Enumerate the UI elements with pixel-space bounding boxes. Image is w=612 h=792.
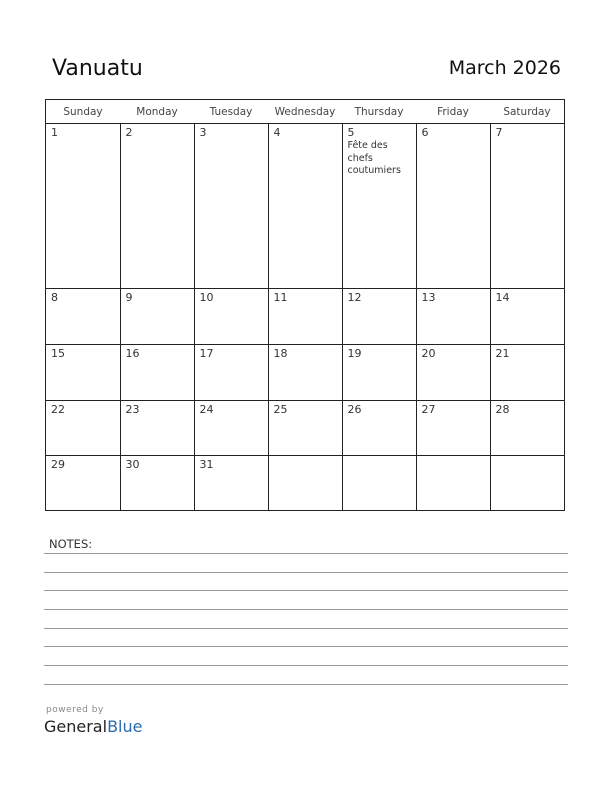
day-cell: [416, 400, 490, 456]
week-row: [46, 345, 564, 401]
day-number: 25: [273, 402, 288, 416]
day-cell: [342, 456, 416, 510]
calendar-grid: [45, 99, 565, 511]
day-cell: [490, 289, 564, 345]
day-number: 15: [51, 347, 65, 361]
day-number: 24: [199, 402, 214, 416]
day-number: 3: [199, 126, 207, 139]
brand-general: General: [44, 717, 108, 736]
week-row: [46, 400, 564, 456]
week-row: [46, 456, 564, 510]
day-number: 12: [347, 291, 362, 305]
day-cell: [342, 345, 416, 401]
weekday-header: Saturday: [490, 100, 564, 124]
day-cell: [194, 289, 268, 345]
day-cell: [194, 456, 268, 510]
day-number: 27: [421, 402, 436, 416]
day-cell: [416, 345, 490, 401]
day-number: 5: [347, 126, 355, 139]
day-number: 14: [495, 291, 510, 305]
day-number: 30: [125, 458, 140, 472]
notes-label: NOTES:: [49, 537, 93, 551]
day-number: 16: [125, 347, 140, 361]
day-cell: [46, 456, 120, 510]
day-cell: [120, 400, 194, 456]
week-row: [46, 124, 564, 289]
day-cell: [416, 124, 490, 289]
day-cell: [46, 400, 120, 456]
country-title: Vanuatu: [52, 56, 143, 81]
day-cell: [490, 400, 564, 456]
day-number: 11: [273, 291, 288, 305]
day-cell: [416, 456, 490, 510]
day-number: 8: [51, 291, 58, 305]
brand-blue: Blue: [107, 717, 143, 736]
notes-line: [44, 609, 568, 610]
day-cell: [416, 289, 490, 345]
day-number: 20: [421, 347, 436, 361]
day-number: 2: [125, 126, 133, 139]
weekday-header-row: [46, 100, 564, 124]
notes-line: [44, 553, 568, 554]
month-year-title: March 2026: [448, 57, 561, 79]
day-cell: [490, 345, 564, 401]
day-number: 23: [125, 402, 140, 416]
day-cell: [342, 289, 416, 345]
day-cell: [120, 289, 194, 345]
day-number: 17: [199, 347, 214, 361]
day-cell: [342, 400, 416, 456]
day-number: 28: [495, 402, 510, 416]
powered-by-text: powered by: [46, 705, 104, 715]
day-number: 4: [273, 126, 281, 139]
notes-line: [44, 646, 568, 647]
day-number: 26: [347, 402, 362, 416]
notes-line: [44, 684, 568, 685]
weekday-header: Tuesday: [194, 100, 268, 124]
day-cell: [46, 345, 120, 401]
holiday-event: Fête des chefs coutumiers: [347, 140, 401, 176]
day-cell: [194, 345, 268, 401]
day-cell: [268, 289, 342, 345]
day-number: 9: [125, 291, 133, 305]
day-number: 21: [495, 347, 510, 361]
day-cell: [268, 400, 342, 456]
day-number: 31: [199, 458, 214, 472]
day-cell: [268, 456, 342, 510]
day-number: 13: [421, 291, 436, 305]
day-cell: [46, 289, 120, 345]
day-cell: [120, 345, 194, 401]
generalblue-logo: [44, 717, 142, 736]
weekday-header: Monday: [120, 100, 194, 124]
day-cell: [490, 124, 564, 289]
notes-line: [44, 590, 568, 591]
notes-line: [44, 665, 568, 666]
day-number: 29: [51, 458, 65, 472]
day-cell: [194, 124, 268, 289]
notes-line: [44, 628, 568, 629]
weekday-header: Sunday: [46, 100, 120, 124]
day-number: 18: [273, 347, 288, 361]
weekday-header: Wednesday: [268, 100, 342, 124]
day-number: 6: [421, 126, 429, 139]
weekday-header: Thursday: [342, 100, 416, 124]
day-number: 7: [495, 126, 503, 139]
day-cell: [120, 124, 194, 289]
day-cell: [194, 400, 268, 456]
week-row: [46, 289, 564, 345]
day-number: 19: [347, 347, 362, 361]
day-number: 1: [51, 126, 58, 139]
weekday-header: Friday: [416, 100, 490, 124]
day-number: 10: [199, 291, 214, 305]
notes-line: [44, 572, 568, 573]
day-cell: [342, 124, 416, 289]
day-cell: [46, 124, 120, 289]
day-number: 22: [51, 402, 65, 416]
day-cell: [490, 456, 564, 510]
day-cell: [268, 124, 342, 289]
day-cell: [120, 456, 194, 510]
day-cell: [268, 345, 342, 401]
